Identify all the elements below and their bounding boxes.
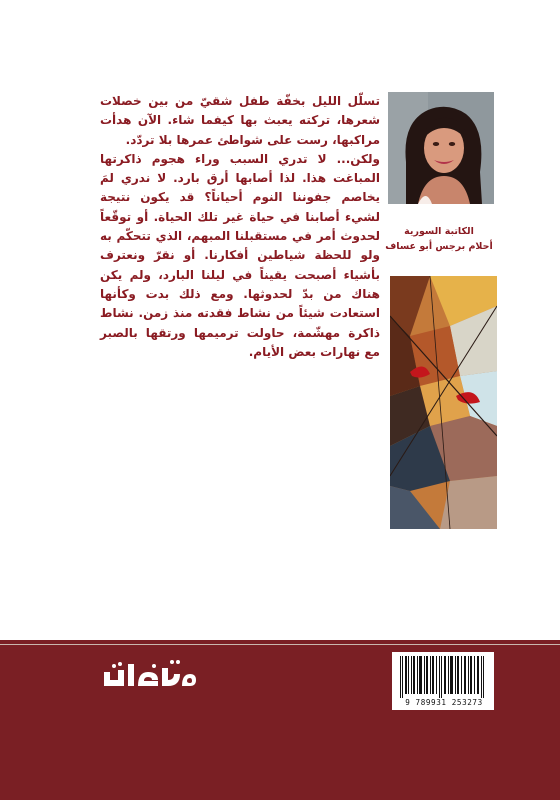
abstract-faces-painting bbox=[390, 276, 497, 529]
cover-artwork bbox=[390, 276, 497, 529]
barcode-bars bbox=[398, 656, 488, 698]
blurb-paragraph-1: تسلّل الليل بخفّة طفل شقيّ من بين خصلات شعرها، تركته يعبث بها كيفما شاء. الآن هدأت مراكبها، رست على شواطئ عمرها بلا تردّد. bbox=[100, 94, 380, 147]
publisher-logo-mark bbox=[96, 650, 202, 698]
publisher-logo bbox=[96, 650, 202, 698]
author-caption bbox=[380, 224, 498, 254]
author-portrait-image bbox=[388, 92, 494, 204]
author-name: أحلام برجس أبو عساف bbox=[385, 241, 493, 252]
isbn-barcode bbox=[392, 652, 494, 710]
footer-band-divider bbox=[0, 644, 560, 645]
blurb-paragraph-2: ولكن... لا تدري السبب وراء هجوم ذاكرتها المباغت هذا. لذا أصابها أرق بارد. لا ندري لمَ يخاصم جفوننا النوم أحياناً؟ قد يكون نتيجة لشيء أصابنا في حياة غير تلك الحياة. أو توقّعاً لحدوث أمر في مستقبلنا المبهم، الذي تتحكّم به ولو للحظة شياطين أفكارنا. أو نقرّ ونعترف بأشياء أصبحت يقيناً في ليلنا البارد، ولم يكن هناك من بدّ لحدوثها. ومع ذلك بدت وكأنها استعادت شيئاً من نشاط فقدته منذ زمن. نشاط ذاكرة مهشّمة، حاولت ترميمها ورتقها بالصبر مع نهارات بعض الأيام. bbox=[100, 151, 380, 359]
blurb-text bbox=[100, 92, 380, 362]
isbn-digits: 9 789931 253273 bbox=[405, 698, 483, 707]
author-photo bbox=[388, 92, 494, 204]
author-nationality: الكاتبة السورية bbox=[404, 226, 474, 237]
